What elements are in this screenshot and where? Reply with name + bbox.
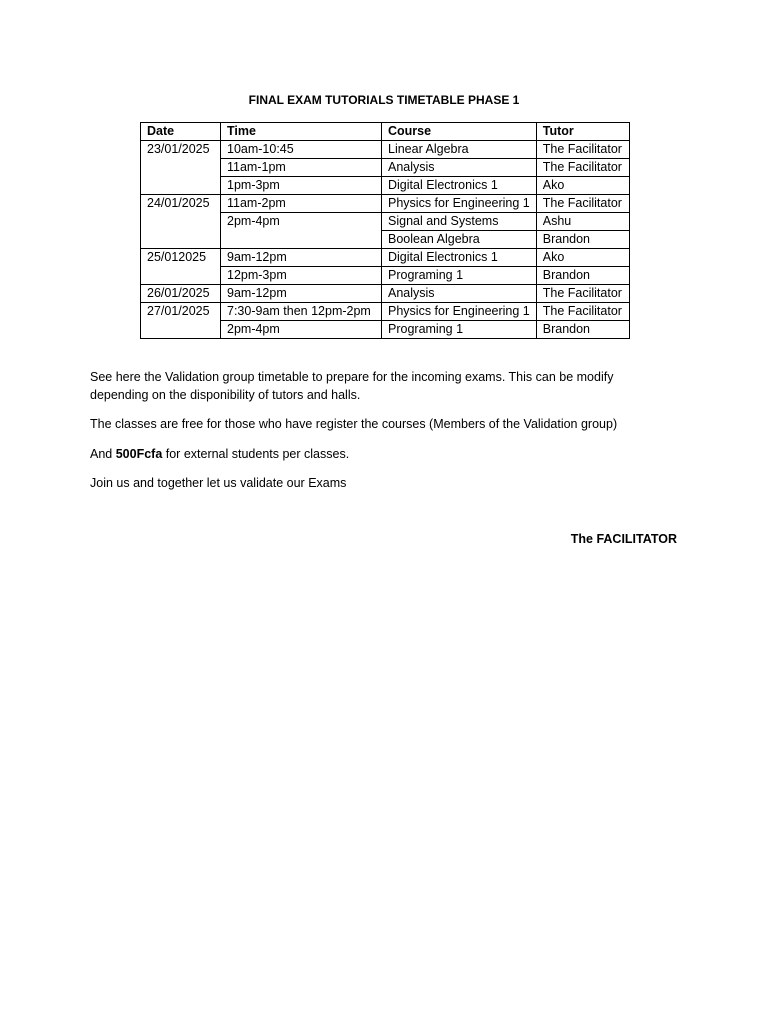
tutor-cell: Brandon [536, 231, 629, 249]
table-row [141, 141, 630, 159]
course-cell: Physics for Engineering 1 [382, 195, 537, 213]
free-classes-paragraph: The classes are free for those who have register the courses (Members of the Validation group) [90, 417, 618, 431]
closing-paragraph: Join us and together let us validate our Exams [90, 476, 347, 490]
header-date: Date [141, 123, 221, 141]
course-cell: Digital Electronics 1 [382, 249, 537, 267]
time-cell: 1pm-3pm [221, 177, 382, 195]
time-cell: 9am-12pm [221, 249, 382, 267]
time-cell: 7:30-9am then 12pm-2pm [221, 303, 382, 321]
tutor-cell: Brandon [536, 267, 629, 285]
time-cell: 10am-10:45 [221, 141, 382, 159]
course-cell: Analysis [382, 285, 537, 303]
course-cell: Boolean Algebra [382, 231, 537, 249]
course-cell: Programing 1 [382, 267, 537, 285]
date-cell: 25/012025 [141, 249, 221, 285]
tutor-cell: Ako [536, 177, 629, 195]
course-cell: Programing 1 [382, 321, 537, 339]
course-cell: Physics for Engineering 1 [382, 303, 537, 321]
tutor-cell: The Facilitator [536, 195, 629, 213]
tutor-cell: Ashu [536, 213, 629, 231]
intro-paragraph: See here the Validation group timetable to prepare for the incoming exams. This can be modify depending on the disponibility of tutors and halls. [90, 370, 614, 402]
date-cell: 24/01/2025 [141, 195, 221, 249]
header-course: Course [382, 123, 537, 141]
table-header-row [141, 123, 630, 141]
date-cell: 23/01/2025 [141, 141, 221, 195]
time-cell: 2pm-4pm [221, 213, 382, 249]
tutor-cell: The Facilitator [536, 303, 629, 321]
tutor-cell: The Facilitator [536, 285, 629, 303]
table-row [141, 195, 630, 213]
fee-suffix: for external students per classes. [162, 447, 350, 461]
tutor-cell: The Facilitator [536, 141, 629, 159]
table-row [141, 303, 630, 321]
date-cell: 26/01/2025 [141, 285, 221, 303]
header-tutor: Tutor [536, 123, 629, 141]
table-row [141, 249, 630, 267]
tutor-cell: The Facilitator [536, 159, 629, 177]
time-cell: 2pm-4pm [221, 321, 382, 339]
course-cell: Linear Algebra [382, 141, 537, 159]
timetable [140, 122, 630, 339]
fee-amount: 500Fcfa [115, 447, 163, 461]
time-cell: 11am-2pm [221, 195, 382, 213]
course-cell: Signal and Systems [382, 213, 537, 231]
header-time: Time [221, 123, 382, 141]
tutor-cell: Brandon [536, 321, 629, 339]
time-cell: 12pm-3pm [221, 267, 382, 285]
tutor-cell: Ako [536, 249, 629, 267]
document-title: FINAL EXAM TUTORIALS TIMETABLE PHASE 1 [248, 93, 520, 107]
time-cell: 9am-12pm [221, 285, 382, 303]
date-cell: 27/01/2025 [141, 303, 221, 339]
signature: The FACILITATOR [570, 532, 677, 546]
course-cell: Digital Electronics 1 [382, 177, 537, 195]
fee-paragraph [90, 445, 650, 463]
fee-prefix: And [90, 447, 116, 461]
table-row [141, 285, 630, 303]
time-cell: 11am-1pm [221, 159, 382, 177]
course-cell: Analysis [382, 159, 537, 177]
